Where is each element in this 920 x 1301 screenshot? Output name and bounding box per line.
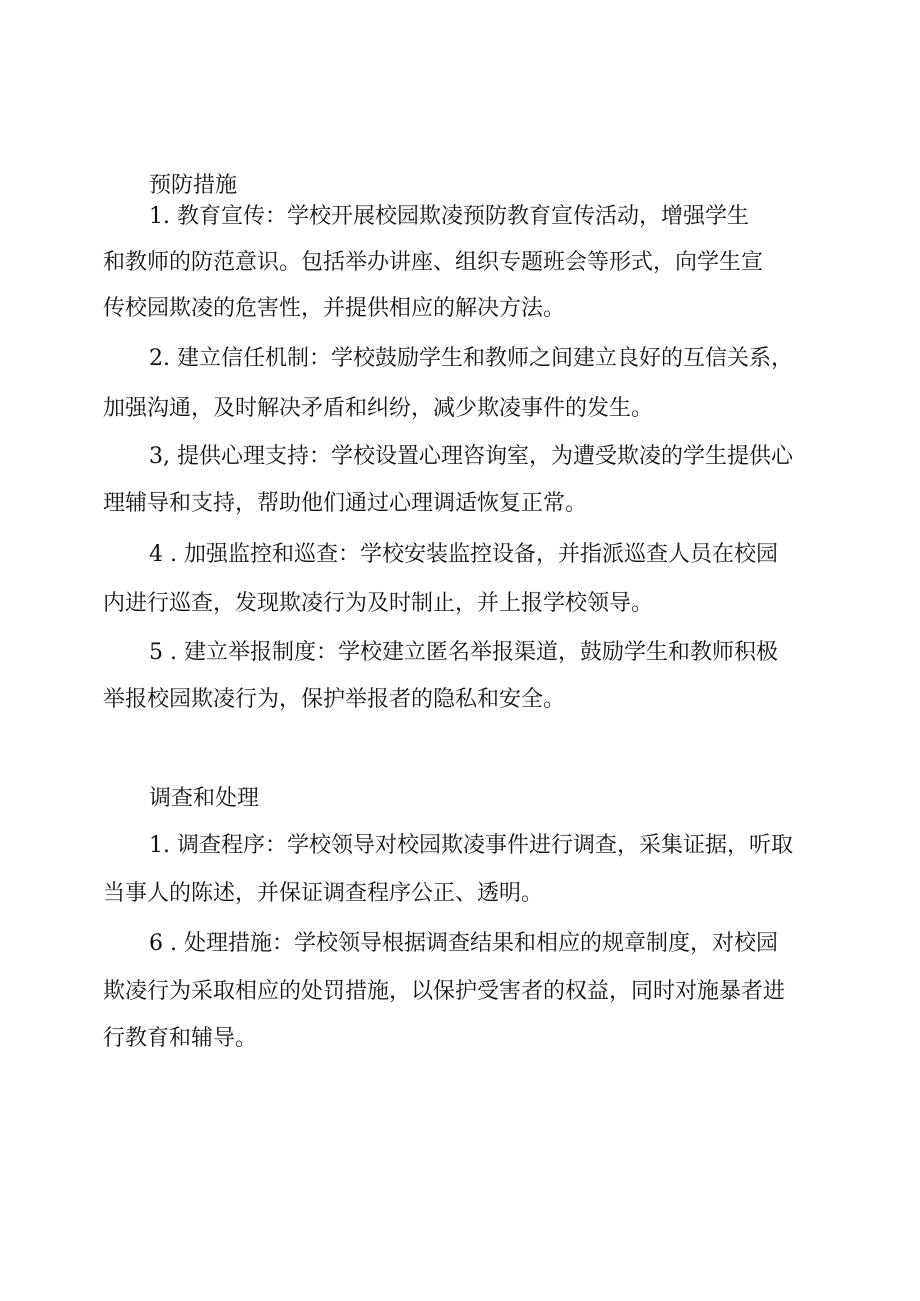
paragraph-line: 加强沟通，及时解决矛盾和纠纷，减少欺凌事件的发生。: [103, 396, 654, 421]
paragraph-line: 6 . 处理措施：学校领导根据调查结果和相应的规章制度，对校园: [149, 931, 778, 956]
paragraph-line: 传校园欺凌的危害性，并提供相应的解决方法。: [103, 296, 566, 321]
section-heading-prevention: 预防措施: [149, 173, 238, 198]
paragraph-line: 4 . 加强监控和巡查：学校安装监控设备，并指派巡查人员在校园: [149, 542, 778, 567]
paragraph-line: 1. 调查程序：学校领导对校园欺凌事件进行调查，采集证据，听取: [149, 833, 793, 858]
paragraph-line: 2. 建立信任机制：学校鼓励学生和教师之间建立良好的互信关系，: [149, 346, 793, 371]
paragraph-line: 内进行巡查，发现欺凌行为及时制止，并上报学校领导。: [103, 591, 654, 616]
paragraph-line: 举报校园欺凌行为，保护举报者的隐私和安全。: [103, 687, 566, 712]
paragraph-line: 行教育和辅导。: [103, 1026, 258, 1051]
paragraph-line: 3, 提供心理支持：学校设置心理咨询室，为遭受欺凌的学生提供心: [149, 444, 793, 469]
paragraph-line: 1. 教育宣传：学校开展校园欺凌预防教育宣传活动，增强学生: [149, 204, 749, 229]
paragraph-line: 欺凌行为采取相应的处罚措施，以保护受害者的权益，同时对施暴者进: [103, 979, 786, 1004]
paragraph-line: 理辅导和支持，帮助他们通过心理调适恢复正常。: [103, 491, 588, 516]
paragraph-line: 5 . 建立举报制度：学校建立匿名举报渠道，鼓励学生和教师积极: [149, 640, 778, 665]
paragraph-line: 和教师的防范意识。包括举办讲座、组织专题班会等形式，向学生宣: [103, 250, 764, 275]
paragraph-line: 当事人的陈述，并保证调查程序公正、透明。: [103, 881, 544, 906]
section-heading-investigation: 调查和处理: [149, 786, 260, 811]
